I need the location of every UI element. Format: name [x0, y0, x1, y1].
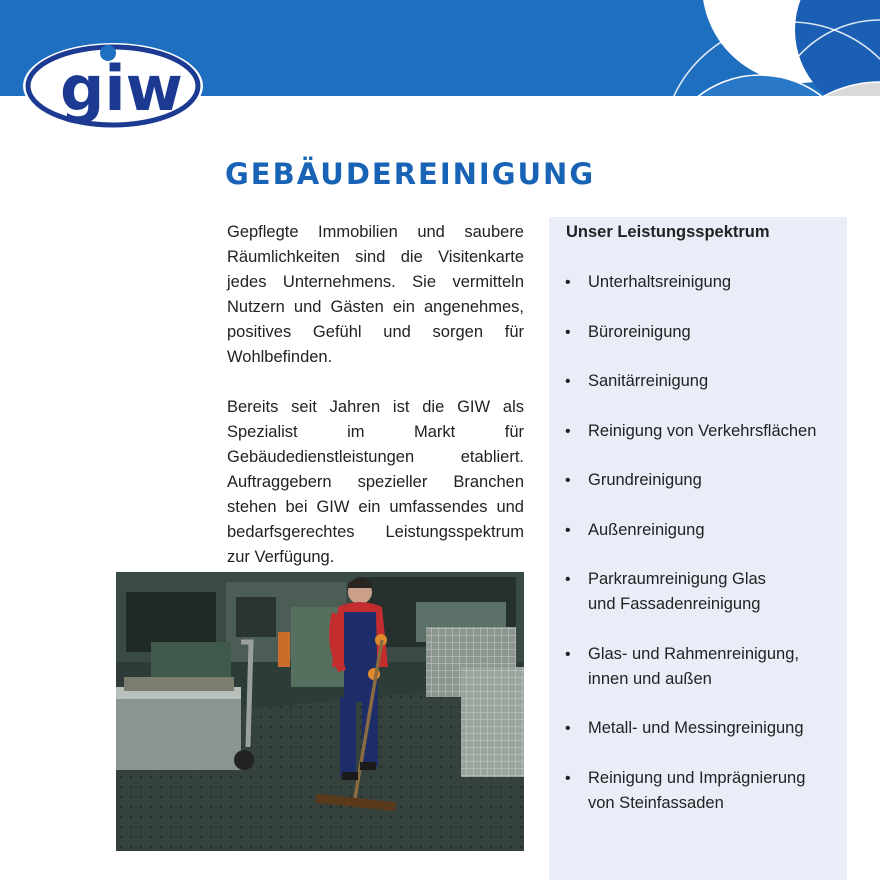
service-line-1: Parkraumreinigung Glas [588, 570, 766, 588]
list-item [549, 468, 847, 493]
service-line-1: Metall- und Messingreinigung [588, 719, 804, 737]
list-item [549, 716, 847, 741]
service-line-1: Außenreinigung [588, 520, 705, 539]
service-line-2: und Fassadenreinigung [588, 595, 761, 613]
service-line-1: Büroreinigung [588, 322, 691, 341]
intro-paragraph-1: Gepflegte Immobilien und saubere Räumlichkeiten sind die Visitenkarte jedes Unternehmens. Sie vermitteln Nutzern und Gästen ein angenehmes, positives Gefühl und sorgen für Wohlbefinden. [227, 223, 524, 366]
list-item [549, 567, 847, 617]
services-list [549, 270, 847, 840]
list-item [549, 642, 847, 692]
logo-text: giw [60, 52, 183, 125]
service-line-1: Unterhaltsreinigung [588, 273, 732, 291]
list-item [549, 369, 847, 394]
service-line-1: Grundreinigung [588, 471, 702, 489]
service-line-2: von Steinfassaden [588, 793, 724, 812]
services-heading: Unser Leistungsspektrum [566, 223, 770, 241]
list-item [549, 518, 847, 543]
list-item [549, 419, 847, 444]
service-line-1: Glas- und Rahmenreinigung, [588, 644, 799, 663]
service-line-1: Reinigung und Imprägnierung [588, 768, 806, 787]
list-item [549, 766, 847, 816]
giw-logo [20, 40, 210, 132]
photo-worker-sweeping [116, 572, 524, 851]
list-item [549, 320, 847, 345]
intro-paragraph-2: Bereits seit Jahren ist die GIW als Spezialist im Markt für Gebäudedienstleistungen etabliert. Auftraggebern spezieller Branchen stehen bei GIW ein umfassendes und bedarfsgerechtes Leistungsspektrum zur Verfügung. [227, 398, 524, 566]
list-item [549, 270, 847, 295]
intro-text [227, 220, 524, 595]
services-panel [549, 217, 847, 880]
service-line-1: Reinigung von Verkehrsflächen [588, 421, 817, 440]
photo-illustration [116, 572, 524, 851]
page-title: GEBÄUDEREINIGUNG [225, 157, 596, 191]
service-line-2: innen und außen [588, 669, 712, 688]
service-line-1: Sanitärreinigung [588, 372, 709, 390]
